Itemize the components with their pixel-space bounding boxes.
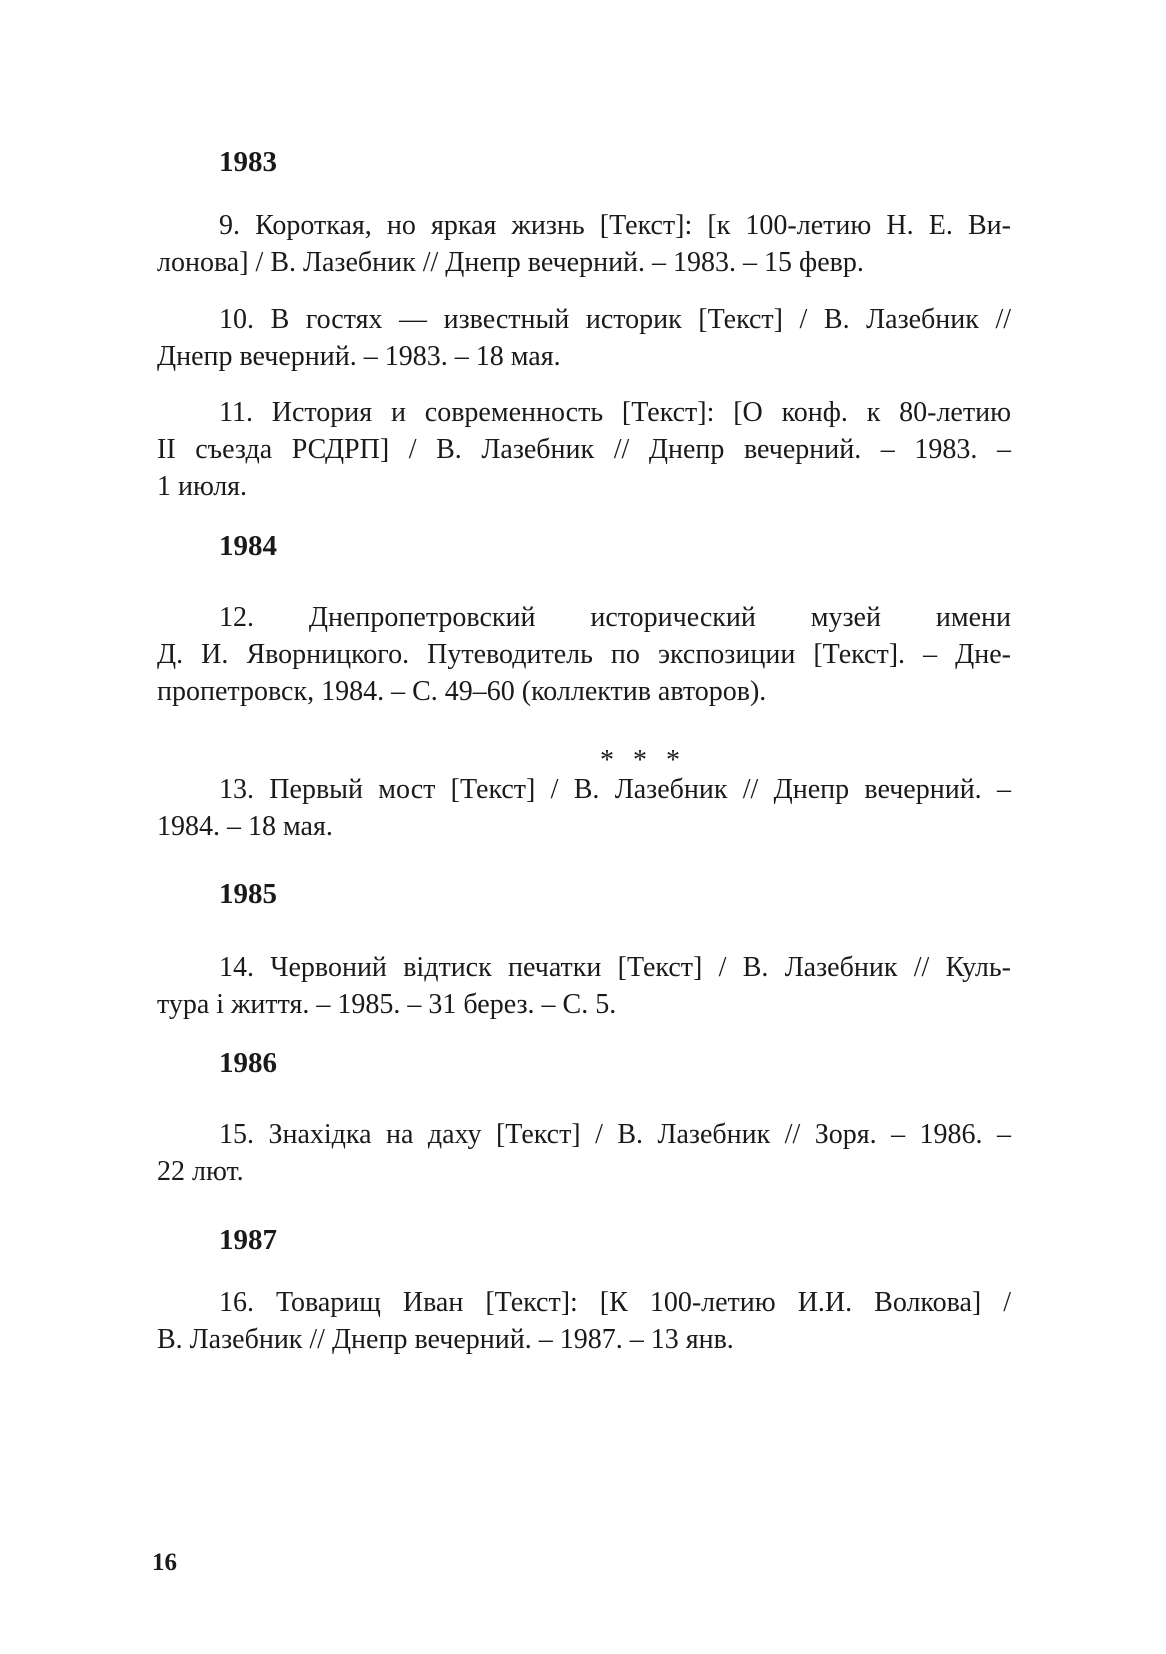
entry-line: Днепр вечерний. – 1983. – 18 мая. xyxy=(157,341,561,372)
bibliography-entry-10 xyxy=(157,301,1011,375)
bibliography-entry-12 xyxy=(157,599,1011,710)
entry-line: лонова] / В. Лазебник // Днепр вечерний. – 1983. – 15 февр. xyxy=(157,247,864,278)
entry-line: тура і життя. – 1985. – 31 берез. – С. 5. xyxy=(157,989,617,1020)
page-number: 16 xyxy=(152,1549,177,1576)
year-heading-1983: 1983 xyxy=(219,146,277,178)
year-heading-1985: 1985 xyxy=(219,878,277,910)
entry-line: 15. Знахідка на даху [Текст] / В. Лазебник // Зоря. – 1986. – xyxy=(219,1119,1011,1150)
year-heading-1987: 1987 xyxy=(219,1224,277,1256)
entry-line: 11. История и современность [Текст]: [О конф. к 80-летию xyxy=(219,397,1011,428)
entry-line: 12. Днепропетровский исторический музей имени xyxy=(219,602,1011,633)
bibliography-entry-13 xyxy=(157,771,1011,845)
bibliography-entry-16 xyxy=(157,1284,1011,1358)
entry-line: 16. Товарищ Иван [Текст]: [К 100-летию И.И. Волкова] / xyxy=(219,1287,1011,1318)
bibliography-entry-11 xyxy=(157,394,1011,505)
section-separator: * * * xyxy=(600,745,686,776)
entry-line: 10. В гостях — известный историк [Текст] / В. Лазебник // xyxy=(219,304,1011,335)
entry-line: 1984. – 18 мая. xyxy=(157,811,333,842)
entry-line: 1 июля. xyxy=(157,471,248,502)
entry-line: пропетровск, 1984. – С. 49–60 (коллектив авторов). xyxy=(157,676,767,707)
bibliography-entry-9 xyxy=(157,207,1011,281)
entry-line: 22 лют. xyxy=(157,1156,244,1187)
entry-line: II съезда РСДРП] / В. Лазебник // Днепр вечерний. – 1983. – xyxy=(157,434,1011,465)
entry-line: Д. И. Яворницкого. Путеводитель по экспозиции [Текст]. – Дне- xyxy=(157,639,1011,670)
bibliography-entry-14 xyxy=(157,949,1011,1023)
entry-line: 9. Короткая, но яркая жизнь [Текст]: [к 100-летию Н. Е. Ви- xyxy=(219,210,1011,241)
year-heading-1984: 1984 xyxy=(219,530,277,562)
year-heading-1986: 1986 xyxy=(219,1047,277,1079)
bibliography-entry-15 xyxy=(157,1116,1011,1190)
entry-line: В. Лазебник // Днепр вечерний. – 1987. – 13 янв. xyxy=(157,1324,734,1355)
entry-line: 13. Первый мост [Текст] / В. Лазебник // Днепр вечерний. – xyxy=(219,774,1011,805)
entry-line: 14. Червоний відтиск печатки [Текст] / В. Лазебник // Куль- xyxy=(219,952,1011,983)
